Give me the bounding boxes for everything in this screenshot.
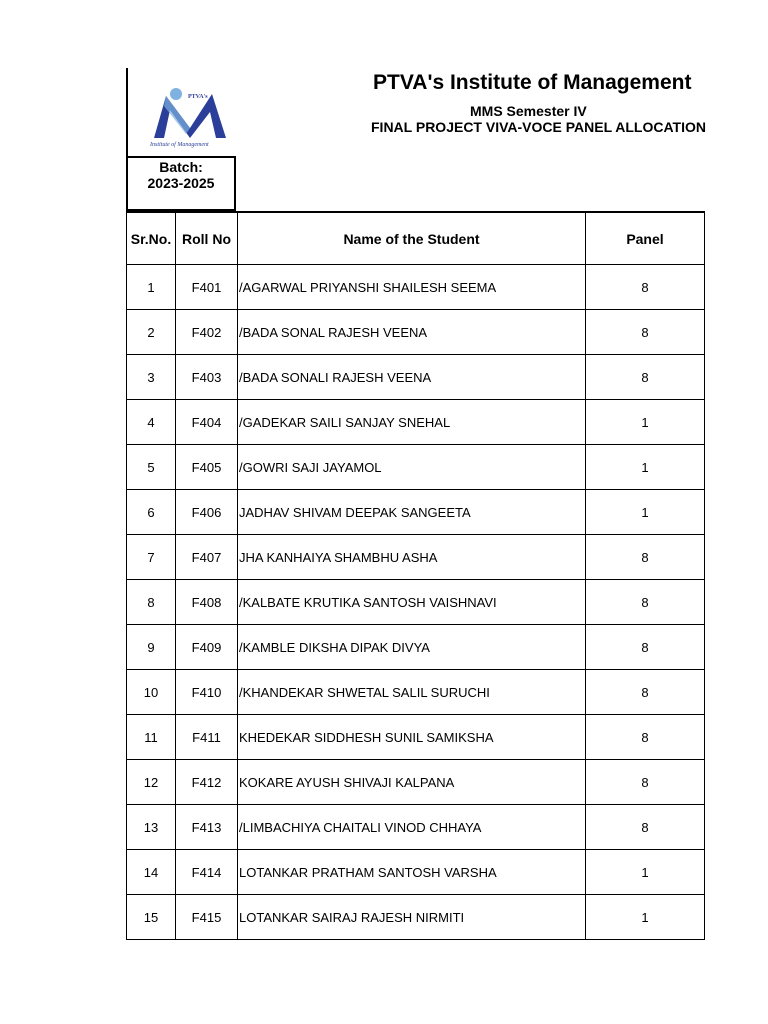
logo-m-shape <box>154 94 226 138</box>
cell-roll-no: F402 <box>176 310 238 355</box>
cell-roll-no: F403 <box>176 355 238 400</box>
cell-student-name: /BADA SONALI RAJESH VEENA <box>238 355 586 400</box>
cell-sr-no: 7 <box>127 535 176 580</box>
column-header-student-name: Name of the Student <box>238 212 586 265</box>
column-header-roll-no: Roll No <box>176 212 238 265</box>
cell-student-name: JHA KANHAIYA SHAMBHU ASHA <box>238 535 586 580</box>
batch-value: 2023-2025 <box>147 175 215 191</box>
batch-label: Batch: <box>159 159 203 175</box>
table-row <box>127 490 705 535</box>
cell-sr-no: 8 <box>127 580 176 625</box>
panel-allocation-table <box>126 211 705 940</box>
cell-roll-no: F414 <box>176 850 238 895</box>
table-row <box>127 535 705 580</box>
cell-panel: 1 <box>586 445 705 490</box>
cell-roll-no: F406 <box>176 490 238 535</box>
cell-panel: 8 <box>586 715 705 760</box>
cell-roll-no: F412 <box>176 760 238 805</box>
table-row <box>127 895 705 940</box>
semester-title: MMS Semester IV <box>470 103 587 119</box>
cell-roll-no: F401 <box>176 265 238 310</box>
cell-student-name: /KAMBLE DIKSHA DIPAK DIVYA <box>238 625 586 670</box>
allocation-title: FINAL PROJECT VIVA-VOCE PANEL ALLOCATION <box>371 119 706 135</box>
table-row <box>127 355 705 400</box>
cell-panel: 8 <box>586 535 705 580</box>
cell-panel: 8 <box>586 265 705 310</box>
cell-panel: 8 <box>586 625 705 670</box>
cell-roll-no: F409 <box>176 625 238 670</box>
cell-student-name: /BADA SONAL RAJESH VEENA <box>238 310 586 355</box>
cell-student-name: /KHANDEKAR SHWETAL SALIL SURUCHI <box>238 670 586 715</box>
cell-panel: 1 <box>586 490 705 535</box>
cell-sr-no: 9 <box>127 625 176 670</box>
batch-box <box>126 156 236 211</box>
cell-panel: 8 <box>586 805 705 850</box>
cell-roll-no: F415 <box>176 895 238 940</box>
cell-panel: 1 <box>586 400 705 445</box>
cell-student-name: /GOWRI SAJI JAYAMOL <box>238 445 586 490</box>
table-row <box>127 265 705 310</box>
cell-panel: 1 <box>586 895 705 940</box>
cell-sr-no: 6 <box>127 490 176 535</box>
cell-roll-no: F404 <box>176 400 238 445</box>
table-row <box>127 850 705 895</box>
cell-sr-no: 2 <box>127 310 176 355</box>
cell-sr-no: 15 <box>127 895 176 940</box>
cell-panel: 8 <box>586 355 705 400</box>
table-row <box>127 760 705 805</box>
cell-panel: 8 <box>586 580 705 625</box>
cell-panel: 8 <box>586 310 705 355</box>
cell-panel: 1 <box>586 850 705 895</box>
cell-sr-no: 14 <box>127 850 176 895</box>
cell-sr-no: 3 <box>127 355 176 400</box>
cell-sr-no: 12 <box>127 760 176 805</box>
cell-student-name: KOKARE AYUSH SHIVAJI KALPANA <box>238 760 586 805</box>
cell-student-name: LOTANKAR PRATHAM SANTOSH VARSHA <box>238 850 586 895</box>
cell-panel: 8 <box>586 670 705 715</box>
cell-roll-no: F411 <box>176 715 238 760</box>
cell-student-name: /LIMBACHIYA CHAITALI VINOD CHHAYA <box>238 805 586 850</box>
cell-sr-no: 11 <box>127 715 176 760</box>
column-header-panel: Panel <box>586 212 705 265</box>
column-header-sr-no: Sr.No. <box>127 212 176 265</box>
cell-sr-no: 5 <box>127 445 176 490</box>
cell-panel: 8 <box>586 760 705 805</box>
cell-roll-no: F405 <box>176 445 238 490</box>
table-row <box>127 805 705 850</box>
cell-student-name: /GADEKAR SAILI SANJAY SNEHAL <box>238 400 586 445</box>
cell-student-name: KHEDEKAR SIDDHESH SUNIL SAMIKSHA <box>238 715 586 760</box>
cell-sr-no: 10 <box>127 670 176 715</box>
table-row <box>127 445 705 490</box>
cell-sr-no: 1 <box>127 265 176 310</box>
cell-roll-no: F408 <box>176 580 238 625</box>
table-row <box>127 580 705 625</box>
cell-student-name: /AGARWAL PRIYANSHI SHAILESH SEEMA <box>238 265 586 310</box>
institute-title: PTVA's Institute of Management <box>373 71 692 94</box>
logo-tagline: Institute of Management <box>150 142 209 148</box>
table-row <box>127 715 705 760</box>
cell-roll-no: F410 <box>176 670 238 715</box>
table-row <box>127 625 705 670</box>
cell-sr-no: 4 <box>127 400 176 445</box>
institute-logo <box>146 84 234 148</box>
logo-globe-icon <box>170 88 182 100</box>
table-header-row <box>127 212 705 265</box>
cell-student-name: /KALBATE KRUTIKA SANTOSH VAISHNAVI <box>238 580 586 625</box>
table-row <box>127 310 705 355</box>
table-row <box>127 670 705 715</box>
cell-sr-no: 13 <box>127 805 176 850</box>
cell-student-name: JADHAV SHIVAM DEEPAK SANGEETA <box>238 490 586 535</box>
cell-roll-no: F407 <box>176 535 238 580</box>
cell-roll-no: F413 <box>176 805 238 850</box>
table-row <box>127 400 705 445</box>
cell-student-name: LOTANKAR SAIRAJ RAJESH NIRMITI <box>238 895 586 940</box>
logo-text: PTVA's <box>188 94 208 100</box>
